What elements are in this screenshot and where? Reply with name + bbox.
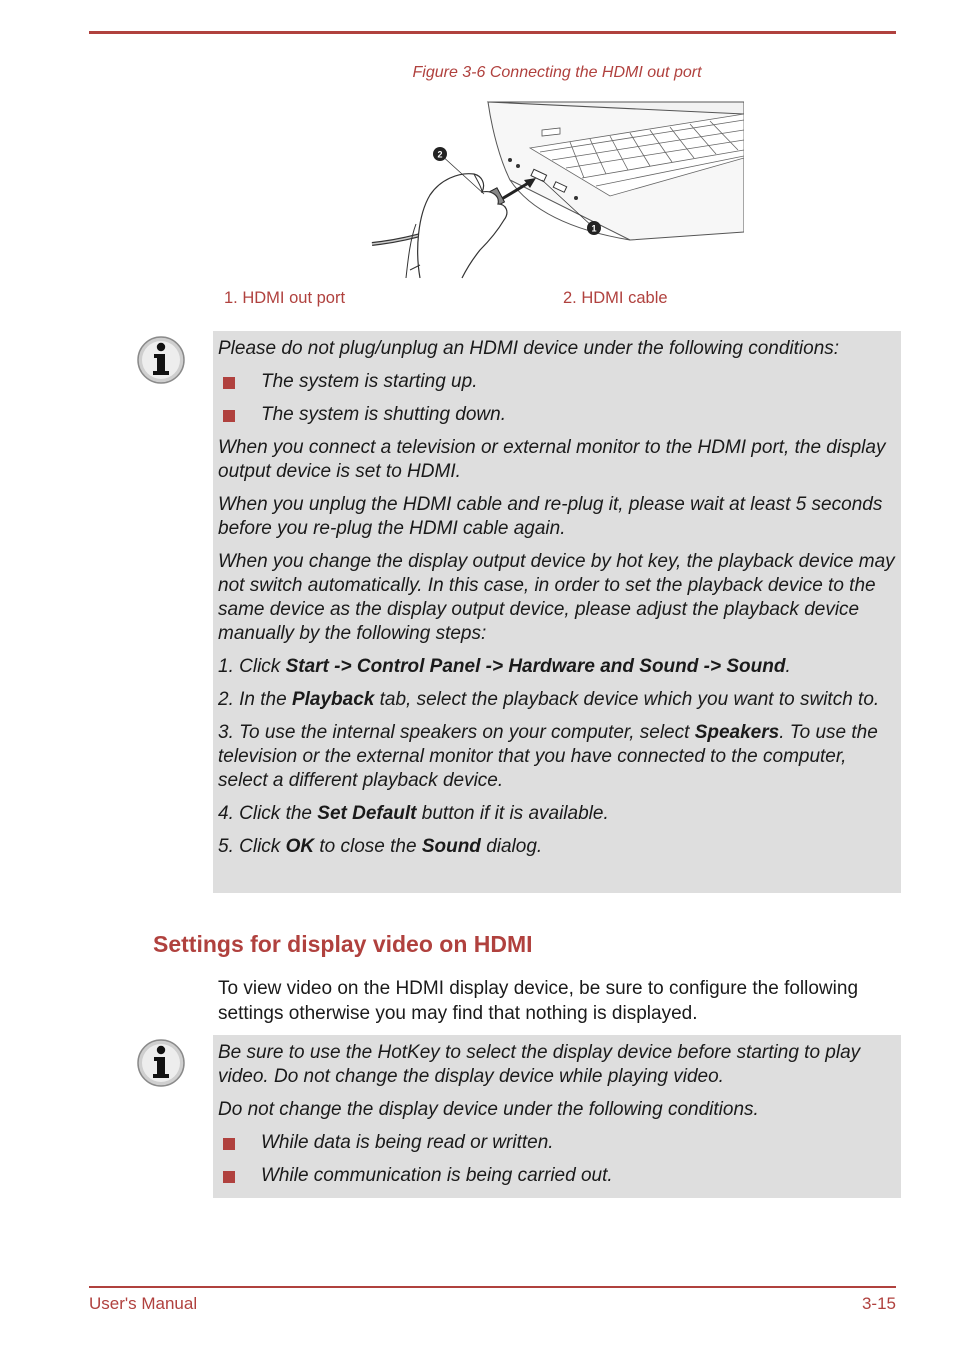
note-hdmi-video [213, 1035, 901, 1198]
note-paragraph: When you connect a television or external monitor to the HDMI port, the display output device is set to HDMI. [218, 437, 886, 482]
note-paragraph: Do not change the display device under the following conditions. [218, 1099, 759, 1120]
note-paragraph: When you unplug the HDMI cable and re-plug it, please wait at least 5 seconds before you re-plug the HDMI cable again. [218, 494, 883, 539]
info-icon [136, 1038, 186, 1088]
bullet-item: While data is being read or written. [218, 1131, 895, 1155]
legend-hdmi-out-port: 1. HDMI out port [224, 289, 346, 307]
section-body: To view video on the HDMI display device, be sure to configure the following settings otherwise you may find that nothing is displayed. [218, 978, 859, 1024]
note-intro: Please do not plug/unplug an HDMI device under the following conditions: [218, 338, 840, 359]
info-icon [136, 335, 186, 385]
step-2: 2. In the Playback tab, select the playback device which you want to switch to. [218, 689, 880, 710]
callout-2-label: 2 [437, 149, 443, 160]
note-paragraph: When you change the display output device by hot key, the playback device may not switch automatically. In this case, in order to set the playback device to the same device as the display output device, please adjust the playback device manually by the following steps: [218, 551, 895, 644]
footer-title: User's Manual [89, 1294, 198, 1313]
step-3: 3. To use the internal speakers on your computer, select Speakers. To use the television or the external monitor that you have connected to the computer, select a different playback device. [218, 722, 878, 791]
footer-rule [89, 1286, 896, 1288]
bullet-item: The system is shutting down. [218, 403, 895, 427]
step-5: 5. Click OK to close the Sound dialog. [218, 836, 543, 857]
header-rule [89, 31, 896, 34]
step-1: 1. Click Start -> Control Panel -> Hardware and Sound -> Sound. [218, 656, 791, 677]
step-4: 4. Click the Set Default button if it is available. [218, 803, 609, 824]
page-number: 3-15 [861, 1294, 896, 1313]
bullet-item: While communication is being carried out. [218, 1164, 895, 1188]
note-paragraph: Be sure to use the HotKey to select the display device before starting to play video. Do not change the display device while playing video. [218, 1042, 861, 1087]
section-heading: Settings for display video on HDMI [153, 931, 533, 957]
legend-hdmi-cable: 2. HDMI cable [563, 289, 668, 307]
callout-1-label: 1 [591, 223, 597, 234]
figure-caption: Figure 3-6 Connecting the HDMI out port [412, 64, 702, 81]
note-hdmi-plug [213, 331, 901, 893]
hdmi-connection-illustration [370, 100, 744, 280]
bullet-item: The system is starting up. [218, 370, 895, 394]
